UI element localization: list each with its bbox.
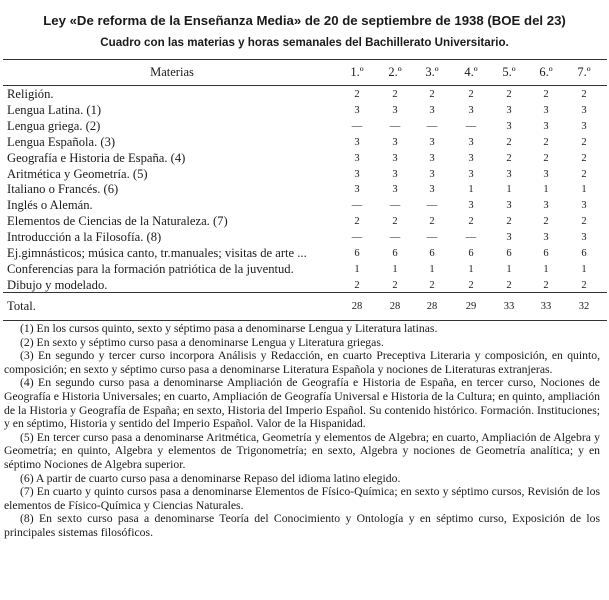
hours-year-1: 2 [354, 89, 360, 100]
hours-year-1: 3 [354, 184, 360, 196]
document-subtitle: Cuadro con las materias y horas semanales del Bachillerato Universitario. [100, 36, 509, 49]
hours-year-4: — [465, 120, 477, 132]
hours-year-2: 3 [392, 152, 398, 164]
hours-year-4: — [465, 232, 477, 244]
hours-year-2: 3 [392, 168, 398, 180]
header-year-4: 4.º [464, 65, 478, 79]
total-year-6: 33 [540, 301, 552, 312]
hours-year-2: — [389, 232, 401, 244]
total-label: Total. [7, 299, 36, 313]
hours-year-4: 3 [468, 104, 474, 116]
hours-year-7: 1 [581, 263, 587, 275]
document-title: Ley «De reforma de la Enseñanza Media» de 20 de septiembre de 1938 (BOE del 23) [43, 13, 566, 28]
subject-name: Elementos de Ciencias de la Naturaleza. (7) [7, 214, 228, 229]
footnote-1: (1) En los cursos quinto, sexto y séptimo pasa a denominarse Lengua y Literatura latinas. [20, 322, 438, 335]
hours-year-5: 2 [506, 136, 512, 148]
hours-year-6: 2 [543, 279, 549, 291]
hours-year-7: 3 [581, 104, 587, 116]
hours-year-5: 3 [506, 104, 512, 116]
hours-year-6: 2 [543, 136, 549, 148]
hours-year-3: 2 [429, 216, 435, 228]
footnote-5: (5) En tercer curso pasa a denominarse Aritmética, Geometría y elementos de Algebra; en cuarto, Ampliación de Algebra y Geometría; en quinto, Algebra y elementos de Trigonometría; en sexto, Algebra y nociones de Geometría analítica; y en séptimo Nociones de Algebra superior. [4, 430, 600, 471]
footnote-4: (4) En segundo curso pasa a denominarse Ampliación de Geografía e Historia de España, en tercer curso, Nociones de Geografía e Historia Universales; en cuarto, Ampliación de Geografía Universal e Historia de la Cultura; en quinto, ampliación de la Historia y Geografía de España; en sexto, Historia del Imperio Español. Su contenido histórico. Formación. Instituciones; y en séptimo, Historia y sentido del Imperio Español. Valor de la Hispanidad. [4, 376, 600, 431]
hours-year-2: 2 [392, 89, 398, 100]
hours-year-1: 3 [354, 168, 360, 180]
hours-year-7: 6 [581, 248, 587, 259]
hours-year-6: 1 [543, 184, 549, 196]
hours-year-1: 3 [354, 104, 360, 116]
hours-year-4: 1 [468, 184, 474, 196]
hours-year-5: 2 [506, 216, 512, 228]
hours-year-3: — [426, 232, 438, 244]
hours-year-1: — [351, 200, 363, 212]
hours-year-7: 2 [581, 168, 587, 180]
hours-year-3: 3 [429, 104, 435, 116]
hours-year-7: 3 [581, 232, 587, 244]
hours-year-4: 2 [468, 216, 474, 228]
hours-year-4: 3 [468, 136, 474, 148]
hours-year-6: 3 [543, 200, 549, 212]
hours-year-4: 3 [468, 168, 474, 180]
hours-year-1: — [351, 232, 363, 244]
hours-year-3: 1 [429, 263, 435, 275]
hours-year-2: 1 [392, 263, 398, 275]
footnote-2: (2) En sexto y séptimo curso pasa a denominarse Lengua y Literatura griegas. [20, 335, 384, 349]
header-year-3: 3.º [425, 65, 439, 79]
hours-year-7: 2 [581, 279, 587, 291]
hours-year-3: 3 [429, 168, 435, 180]
hours-year-2: 2 [392, 279, 398, 291]
hours-year-1: 2 [354, 216, 360, 228]
hours-year-3: 2 [429, 89, 435, 100]
subject-name: Inglés o Alemán. [7, 198, 93, 213]
hours-year-5: 3 [506, 168, 512, 180]
hours-year-7: 2 [581, 152, 587, 164]
footnotes [4, 322, 600, 540]
hours-year-4: 1 [468, 263, 474, 275]
total-year-1: 28 [351, 301, 363, 312]
total-year-4: 29 [465, 301, 477, 312]
hours-year-2: 3 [392, 104, 398, 116]
hours-year-1: 3 [354, 152, 360, 164]
footnote-8: (8) En sexto curso pasa a denominarse Teoría del Conocimiento y Ontología y en séptimo curso, Exposición de los principales sistemas filosóficos. [4, 512, 600, 539]
hours-year-6: 3 [543, 120, 549, 132]
hours-year-6: 1 [543, 263, 549, 275]
subject-name: Lengua Española. (3) [7, 134, 116, 149]
subjects-hours-table [3, 59, 607, 321]
hours-year-3: — [426, 120, 438, 132]
hours-year-7: 3 [581, 120, 587, 132]
hours-year-1: — [351, 120, 363, 132]
footnote-3: (3) En segundo y tercer curso incorpora Análisis y Redacción, en cuarto Preceptiva Literaria y composición, en quinto, composición; en sexto y séptimo curso pasa a denominarse Literatura Española y nociones de Literaturas extranjeras. [4, 349, 600, 376]
header-year-1: 1.º [350, 65, 364, 79]
subject-name: Aritmética y Geometría. (5) [7, 166, 148, 181]
hours-year-5: 2 [506, 279, 512, 291]
hours-year-5: 2 [506, 89, 512, 100]
hours-year-2: 6 [392, 248, 398, 259]
hours-year-7: 2 [581, 136, 587, 148]
hours-year-5: 1 [506, 184, 512, 196]
hours-year-2: — [389, 120, 401, 132]
header-year-6: 6.º [539, 65, 553, 79]
hours-year-4: 6 [468, 248, 474, 259]
hours-year-7: 3 [581, 200, 587, 212]
total-year-2: 28 [389, 301, 401, 312]
hours-year-5: 6 [506, 248, 512, 259]
subject-name: Geografía e Historia de España. (4) [7, 150, 186, 165]
hours-year-7: 1 [581, 184, 587, 196]
subject-name: Ej.gimnásticos; música canto, tr.manuales; visitas de arte ... [7, 246, 307, 260]
hours-year-4: 3 [468, 200, 474, 212]
header-materias: Materias [150, 65, 194, 79]
total-year-3: 28 [426, 301, 438, 312]
hours-year-6: 3 [543, 232, 549, 244]
footnote-6: (6) A partir de cuarto curso pasa a denominarse Repaso del idioma latino elegido. [20, 471, 401, 485]
hours-year-7: 2 [581, 216, 587, 228]
hours-year-2: 2 [392, 216, 398, 228]
hours-year-6: 2 [543, 152, 549, 164]
total-year-5: 33 [503, 301, 515, 312]
footnote-7: (7) En cuarto y quinto cursos pasa a denominarse Elementos de Físico-Química; en sexto y séptimo cursos, Revisión de los elementos de Físico-Química y Ciencias Naturales. [4, 485, 600, 512]
subject-name: Lengua griega. (2) [7, 118, 101, 133]
hours-year-2: 3 [392, 184, 398, 196]
header-year-7: 7.º [577, 65, 591, 79]
hours-year-6: 6 [543, 248, 549, 259]
hours-year-4: 2 [468, 89, 474, 100]
hours-year-6: 2 [543, 89, 549, 100]
hours-year-3: 3 [429, 136, 435, 148]
hours-year-3: 3 [429, 184, 435, 196]
table-header-row [3, 60, 607, 86]
hours-year-3: 3 [429, 152, 435, 164]
hours-year-1: 6 [354, 248, 360, 259]
hours-year-6: 3 [543, 168, 549, 180]
hours-year-3: — [426, 200, 438, 212]
hours-year-6: 2 [543, 216, 549, 228]
table-total-row [3, 292, 607, 321]
hours-year-4: 3 [468, 152, 474, 164]
hours-year-5: 3 [506, 232, 512, 244]
hours-year-1: 2 [354, 279, 360, 291]
subject-name: Introducción a la Filosofía. (8) [7, 230, 162, 245]
hours-year-7: 2 [581, 89, 587, 100]
hours-year-3: 2 [429, 279, 435, 291]
hours-year-2: — [389, 200, 401, 212]
header-year-2: 2.º [388, 65, 402, 79]
subject-name: Lengua Latina. (1) [7, 102, 102, 117]
hours-year-1: 1 [354, 263, 360, 275]
hours-year-3: 6 [429, 248, 435, 259]
hours-year-2: 3 [392, 136, 398, 148]
hours-year-5: 3 [506, 200, 512, 212]
subject-name: Dibujo y modelado. [7, 277, 108, 292]
hours-year-5: 3 [506, 120, 512, 132]
total-year-7: 32 [578, 301, 590, 312]
subject-name: Italiano o Francés. (6) [7, 182, 119, 197]
subject-name: Conferencias para la formación patriótica de la juventud. [7, 261, 294, 276]
header-year-5: 5.º [502, 65, 516, 79]
hours-year-5: 1 [506, 263, 512, 275]
hours-year-6: 3 [543, 104, 549, 116]
hours-year-4: 2 [468, 279, 474, 291]
hours-year-5: 2 [506, 152, 512, 164]
subject-name: Religión. [7, 87, 54, 101]
hours-year-1: 3 [354, 136, 360, 148]
